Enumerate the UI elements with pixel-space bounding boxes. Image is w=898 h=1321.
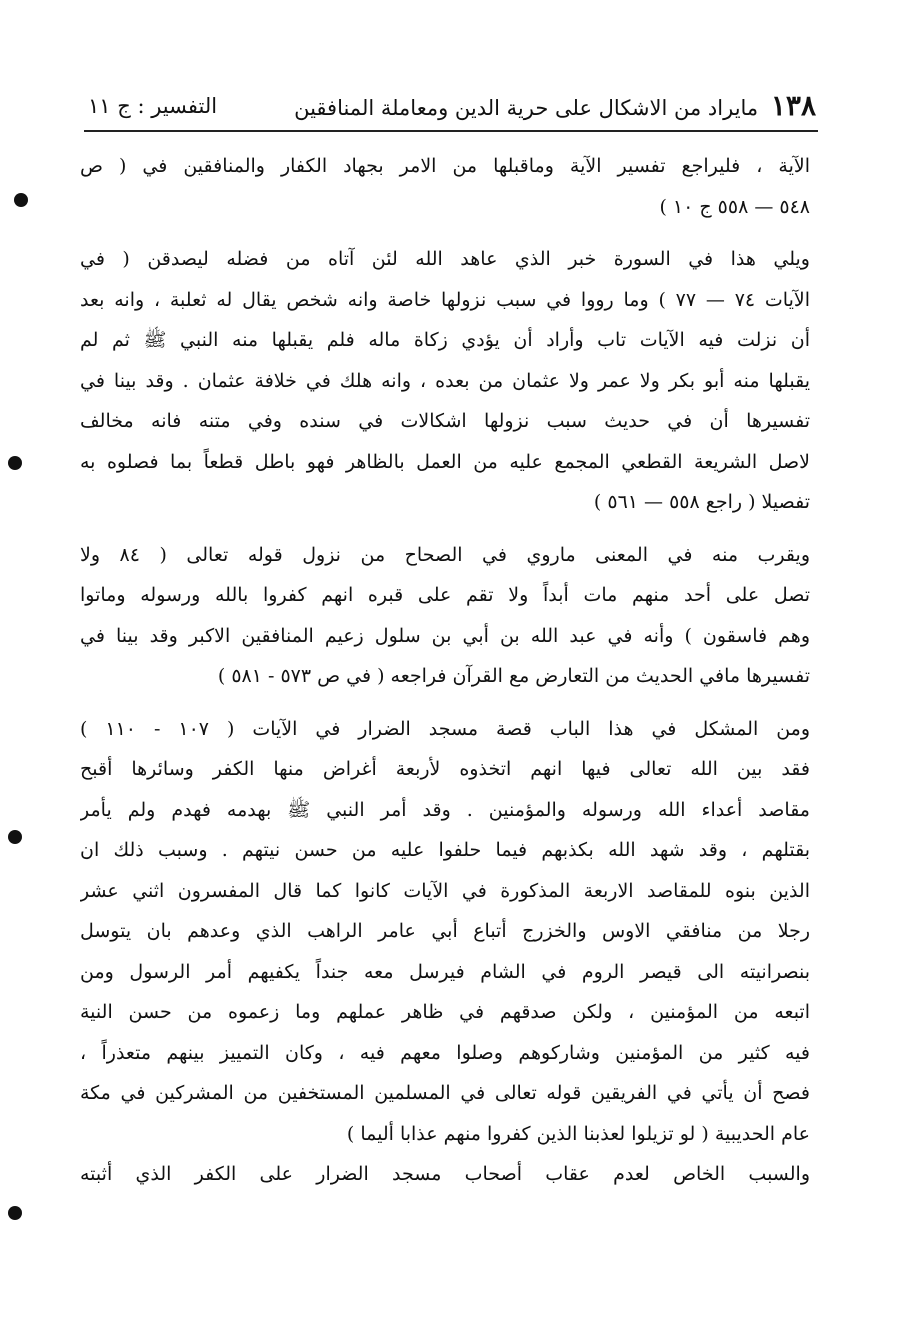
- text-line: بقتلهم ، وقد شهد الله بكذبهم فيما حلفوا عليه من حسن نيتهم . وسبب ذلك ان: [80, 839, 810, 861]
- header-rule: [84, 130, 818, 132]
- text-line: الذين بنوه للمقاصد الاربعة المذكورة في الآيات كانوا كما قال المفسرون اثني عشر: [80, 879, 810, 902]
- page-header: [88, 86, 816, 126]
- page-number: ١٣٨: [770, 89, 816, 122]
- text-line: يقبلها منه أبو بكر ولا عمر ولا عثمان من بعده ، وانه هلك في خلافة عثمان . وقد بينا في: [80, 369, 810, 392]
- paragraph-3: [80, 535, 810, 697]
- text-line: تفصيلا ( راجع ٥٥٨ — ٥٦١ ): [593, 491, 810, 513]
- text-line: ومن المشكل في هذا الباب قصة مسجد الضرار في الآيات ( ١٠٧ - ١١٠ ): [80, 717, 810, 740]
- text-line: عام الحديبية ( لو تزيلوا لعذبنا الذين كفروا منهم عذابا أليما ): [346, 1122, 810, 1145]
- text-line: والسبب الخاص لعدم عقاب أصحاب مسجد الضرار على الكفر الذي أثبته: [80, 1163, 810, 1185]
- paragraph-4: [80, 709, 810, 1155]
- text-line: لاصل الشريعة القطعي المجمع عليه من العمل بالظاهر فهو باطل قطعاً بما فصلوه به: [80, 450, 810, 473]
- text-line: تصل على أحد منهم مات أبداً ولا تقم على قبره انهم كفروا بالله ورسوله وماتوا: [80, 584, 810, 606]
- text-line: فقد بين الله تعالى فيها انهم اتخذوه لأربعة أغراض منها الكفر وسائرها أقبح: [80, 758, 810, 780]
- text-line: أن نزلت فيه الآيات تاب وأراد أن يؤدي زكاة ماله فلم يقبلها منه النبي ﷺ ثم لم: [80, 329, 810, 351]
- text-line: تفسيرها أن في حديث سبب نزولها اشكالات في سنده وفي متنه فانه مخالف: [80, 410, 810, 432]
- text-line: بنصرانيته الى قيصر الروم في الشام فيرسل معه جنداً يكفيهم أمر الرسول ومن: [80, 960, 810, 983]
- text-line: تفسيرها مافي الحديث من التعارض مع القرآن فراجعه ( في ص ٥٧٣ - ٥٨١ ): [217, 665, 810, 687]
- text-line: ويقرب منه في المعنى ماروي في الصحاح من نزول قوله تعالى ( ٨٤ ولا: [80, 543, 810, 566]
- scan-mark: [8, 1206, 22, 1220]
- paragraph-1: [80, 146, 810, 227]
- running-title: مايراد من الاشكال على حرية الدين ومعاملة المنافقين: [294, 96, 759, 120]
- text-line: الآيات ٧٤ — ٧٧ ) وما رووا في سبب نزولها خاصة وانه شخص يقال له ثعلبة ، وانه بعد: [80, 288, 810, 311]
- text-line: فصح أن يأتي في الفريقين قوله تعالى في المسلمين المستخفين من المشركين في مكة: [80, 1082, 810, 1104]
- scan-mark: [8, 456, 22, 470]
- body-text: [80, 146, 810, 1195]
- section-label: التفسير : ج ١١: [88, 94, 218, 118]
- text-line: الآية ، فليراجع تفسير الآية وماقبلها من الامر بجهاد الكفار والمنافقين في ( ص: [80, 155, 810, 177]
- text-line: ٥٤٨ — ٥٥٨ ج ١٠ ): [659, 195, 810, 218]
- text-line: فيه كثير من المؤمنين وشاركوهم وصلوا معهم فيه ، وكان التمييز بينهم متعذراً ،: [80, 1041, 810, 1064]
- text-line: مقاصد أعداء الله ورسوله والمؤمنين . وقد أمر النبي ﷺ بهدمه فهدم ولم يأمر: [80, 798, 810, 821]
- text-line: وهم فاسقون ) وأنه في عبد الله بن أبي بن سلول زعيم المنافقين الاكبر وقد بينا في: [80, 624, 810, 647]
- paragraph-5: [80, 1154, 810, 1195]
- text-line: ويلي هذا في السورة خبر الذي عاهد الله لئن آتاه من فضله ليصدقن ( في: [80, 248, 810, 270]
- text-line: رجلا من منافقي الاوس والخزرج أتباع أبي عامر الراهب الذي وعدهم بان يتوسل: [80, 920, 810, 942]
- text-line: اتبعه من المؤمنين ، ولكن صدقهم في ظاهر عملهم وما زعموه من حسن النية: [80, 1001, 810, 1023]
- paragraph-2: [80, 239, 810, 523]
- scan-mark: [14, 193, 28, 207]
- scan-mark: [8, 830, 22, 844]
